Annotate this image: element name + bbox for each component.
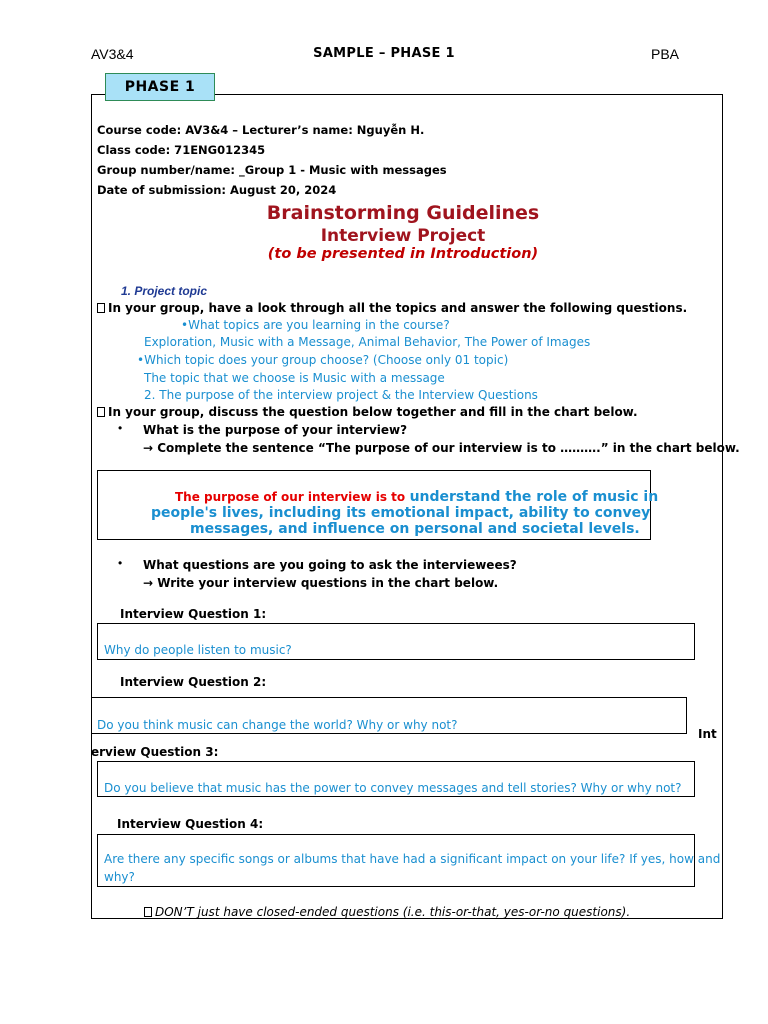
sub-title: Interview Project: [320, 226, 486, 246]
group-info: Group number/name: _Group 1 - Music with messages: [97, 163, 447, 177]
bullet-icon: •: [118, 421, 123, 435]
question-choice: •Which topic does your group choose? (Choose only 01 topic): [137, 353, 509, 367]
class-code: Class code: 71ENG012345: [97, 143, 266, 157]
submission-date: Date of submission: August 20, 2024: [97, 183, 337, 197]
interview-question-3: Do you believe that music has the power to convey messages and tell stories? Why or why not?: [104, 781, 682, 795]
questions-instruction: → Write your interview questions in the chart below.: [143, 576, 499, 590]
answer-choice: The topic that we choose is Music with a message: [144, 371, 445, 385]
instruction-2: [97, 405, 638, 419]
closed-question-note-text: DON’T just have closed-ended questions (i.e. this-or-that, yes-or-no questions).: [155, 905, 631, 919]
phase-tab: PHASE 1: [105, 73, 215, 101]
section-heading-purpose: 2. The purpose of the interview project & the Interview Questions: [144, 388, 538, 402]
instruction-2-text: In your group, discuss the question below together and fill in the chart below.: [108, 405, 638, 419]
interview-question-2: Do you think music can change the world? Why or why not?: [97, 718, 458, 732]
question-topics: •What topics are you learning in the course?: [181, 318, 450, 332]
main-title: Brainstorming Guidelines: [266, 202, 540, 224]
header-title: SAMPLE – PHASE 1: [313, 46, 455, 61]
interview-question-4-line-2: why?: [104, 870, 135, 884]
title-note: (to be presented in Introduction): [267, 246, 539, 262]
checkbox-icon: [144, 907, 152, 917]
instruction-1: [97, 301, 687, 315]
interview-question-1-label: Interview Question 1:: [120, 607, 267, 621]
purpose-answer-2: people's lives, including its emotional impact, ability to convey: [151, 505, 651, 521]
bullet-icon: •: [118, 556, 123, 570]
header-right: PBA: [651, 46, 680, 62]
purpose-answer-3: messages, and influence on personal and societal levels.: [190, 521, 640, 537]
closed-question-note: [144, 905, 630, 919]
interview-question-3-label: erview Question 3:: [91, 745, 219, 759]
purpose-question: What is the purpose of your interview?: [143, 423, 408, 437]
course-info: Course code: AV3&4 – Lecturer’s name: Nguyễn H.: [97, 123, 425, 137]
section-heading-topic: 1. Project topic: [121, 284, 208, 298]
interview-question-1: Why do people listen to music?: [104, 643, 292, 657]
header-left: AV3&4: [91, 46, 134, 62]
interview-question-2-label: Interview Question 2:: [120, 675, 267, 689]
purpose-line-1: [175, 488, 658, 506]
interview-question-3-label-start: Int: [698, 727, 717, 741]
questions-prompt: What questions are you going to ask the interviewees?: [143, 558, 517, 572]
checkbox-icon: [97, 407, 105, 417]
purpose-instruction: → Complete the sentence “The purpose of our interview is to ……….” in the chart below.: [143, 441, 740, 455]
interview-question-4-label: Interview Question 4:: [117, 817, 264, 831]
interview-question-4-line-1: Are there any specific songs or albums that have had a significant impact on your life? If yes, how and: [104, 852, 721, 866]
checkbox-icon: [97, 303, 105, 313]
purpose-prefix: The purpose of our interview is to: [175, 490, 406, 504]
purpose-answer-1: understand the role of music in: [409, 489, 659, 505]
instruction-1-text: In your group, have a look through all the topics and answer the following questions.: [108, 301, 688, 315]
answer-topics: Exploration, Music with a Message, Animal Behavior, The Power of Images: [144, 335, 591, 349]
